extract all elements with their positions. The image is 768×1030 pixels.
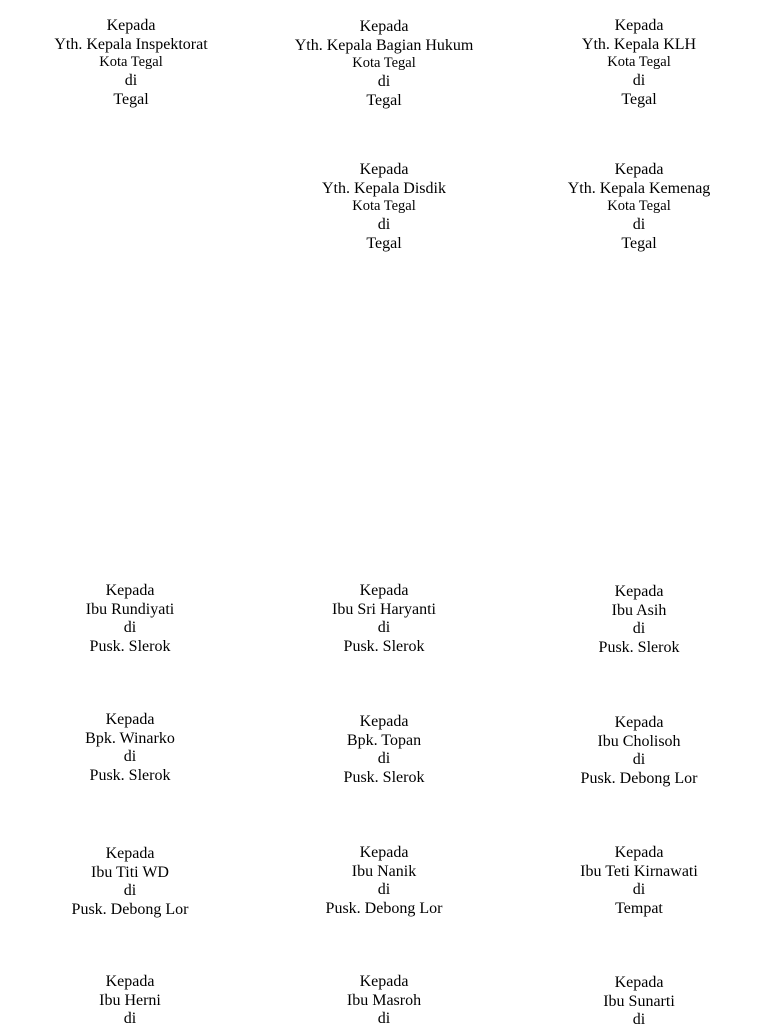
recipient-name: Yth. Kepala Bagian Hukum [294, 36, 474, 54]
greeting: Kepada [614, 161, 664, 178]
preposition: di [123, 882, 137, 900]
address-label-rundiyati [6, 582, 256, 657]
recipient-name: Ibu Masroh [346, 991, 422, 1009]
city: Kota Tegal [99, 54, 163, 71]
place: Pusk. Debong Lor [71, 901, 189, 919]
preposition: di [632, 620, 646, 638]
preposition: di [123, 748, 137, 766]
preposition: di [377, 881, 391, 899]
place: Tegal [621, 234, 657, 252]
preposition: di [377, 215, 391, 233]
city: Kota Tegal [352, 55, 416, 72]
place: Pusk. Slerok [89, 638, 171, 656]
greeting: Kepada [359, 713, 409, 730]
recipient-name: Yth. Kepala Kemenag [567, 179, 711, 197]
place: Tegal [621, 90, 657, 108]
greeting: Kepada [105, 582, 155, 599]
recipient-name: Ibu Asih [611, 601, 667, 619]
preposition: di [377, 619, 391, 637]
place: Tegal [366, 91, 402, 109]
greeting: Kepada [105, 845, 155, 862]
address-label-nanik [259, 844, 509, 919]
recipient-name: Ibu Herni [99, 991, 161, 1009]
greeting: Kepada [614, 17, 664, 34]
preposition: di [632, 215, 646, 233]
greeting: Kepada [614, 974, 664, 991]
preposition: di [123, 619, 137, 637]
recipient-name: Ibu Sunarti [603, 992, 675, 1010]
address-label-inspektorat [6, 17, 256, 109]
address-label-klh [514, 17, 764, 109]
recipient-name: Ibu Rundiyati [85, 600, 175, 618]
place: Tempat [615, 900, 663, 918]
place: Pusk. Slerok [89, 767, 171, 785]
greeting: Kepada [359, 844, 409, 861]
address-label-topan [259, 713, 509, 788]
address-label-kemenag [514, 161, 764, 253]
address-label-asih [514, 583, 764, 658]
place: Tegal [113, 90, 149, 108]
preposition: di [632, 71, 646, 89]
address-label-sri-haryanti [259, 582, 509, 657]
place: Pusk. Debong Lor [325, 900, 443, 918]
city: Kota Tegal [352, 198, 416, 215]
place: Pusk. Debong Lor [580, 770, 698, 788]
preposition: di [632, 881, 646, 899]
address-label-sunarti [514, 974, 764, 1030]
recipient-name: Bpk. Winarko [85, 729, 175, 747]
greeting: Kepada [614, 583, 664, 600]
address-label-bagian-hukum [259, 18, 509, 110]
place: Tegal [366, 234, 402, 252]
recipient-name: Bpk. Topan [346, 731, 422, 749]
recipient-name: Yth. Kepala KLH [581, 35, 697, 53]
recipient-name: Ibu Teti Kirnawati [580, 862, 698, 880]
place: Pusk. Slerok [343, 638, 425, 656]
address-label-teti-kirnawati [514, 844, 764, 919]
place: Pusk. Slerok [598, 639, 680, 657]
preposition: di [632, 1011, 646, 1029]
address-label-cholisoh [514, 714, 764, 789]
greeting: Kepada [105, 973, 155, 990]
greeting: Kepada [614, 714, 664, 731]
preposition: di [377, 72, 391, 90]
greeting: Kepada [614, 844, 664, 861]
city: Kota Tegal [607, 198, 671, 215]
recipient-name: Ibu Sri Haryanti [332, 600, 436, 618]
recipient-name: Ibu Nanik [351, 862, 417, 880]
address-label-masroh [259, 973, 509, 1029]
city: Kota Tegal [607, 54, 671, 71]
preposition: di [377, 750, 391, 768]
greeting: Kepada [359, 18, 409, 35]
preposition: di [123, 1010, 137, 1028]
recipient-name: Yth. Kepala Inspektorat [54, 35, 208, 53]
recipient-name: Ibu Titi WD [91, 863, 169, 881]
greeting: Kepada [359, 161, 409, 178]
recipient-name: Ibu Cholisoh [597, 732, 681, 750]
place: Pusk. Slerok [343, 769, 425, 787]
recipient-name: Yth. Kepala Disdik [322, 179, 446, 197]
address-label-herni [6, 973, 256, 1029]
preposition: di [377, 1010, 391, 1028]
address-label-titi-wd [6, 845, 256, 920]
greeting: Kepada [359, 973, 409, 990]
address-label-winarko [6, 711, 256, 786]
preposition: di [124, 71, 138, 89]
preposition: di [632, 751, 646, 769]
greeting: Kepada [106, 17, 156, 34]
greeting: Kepada [359, 582, 409, 599]
address-label-disdik [259, 161, 509, 253]
greeting: Kepada [105, 711, 155, 728]
